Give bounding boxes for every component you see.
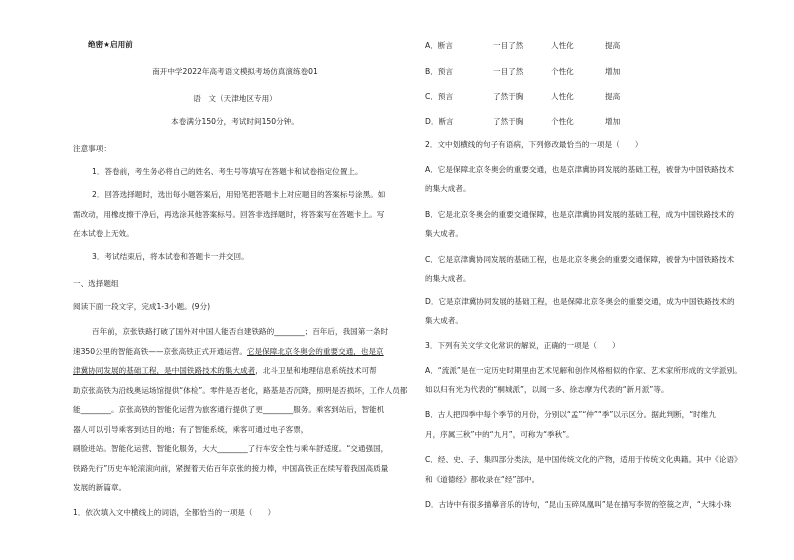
passage-line-3 xyxy=(73,366,377,376)
option-c-word-4: 提高 xyxy=(605,92,621,101)
notes-heading: 注意事项： xyxy=(73,144,111,153)
option-b-word-2: 一目了然 xyxy=(493,67,524,76)
option-a-word-4: 提高 xyxy=(605,41,621,50)
exam-title: 南开中学2022年高考语文模拟考场仿真演练卷01 xyxy=(152,67,318,76)
reading-instruction: 阅读下面一段文字，完成1-3小题。(9分) xyxy=(73,302,211,311)
note-2-line-2: 需改动，用橡皮擦干净后，再选涂其他答案标号。回答非选择题时，将答案写在答题卡上。写 xyxy=(73,210,385,219)
underlined-sentence-start: 它是保障北京冬奥会的重要交通，也是京 xyxy=(246,347,384,356)
q2-option-b-line-1: B．它是北京冬奥会的重要交通保障，也是京津冀协同发展的基础工程，成为中国铁路技术的 xyxy=(425,210,734,219)
subject-line: 语 文（天津地区专用） xyxy=(193,94,277,103)
confidential-label: 绝密★启用前 xyxy=(88,40,133,49)
note-2-line-3: 在本试卷上无效。 xyxy=(73,229,134,238)
q3-option-c-line-2: 和《道德经》都收录在“经”部中。 xyxy=(425,475,540,484)
section-heading: 一、选择题组 xyxy=(73,279,119,288)
note-3: 3．考试结束后，将本试卷和答题卡一并交回。 xyxy=(92,252,249,261)
underlined-sentence-end: 津冀协同发展的基础工程，是中国铁路技术的集大成者 xyxy=(73,366,256,375)
passage-line-2-text: 速350公里的智能高铁——京张高铁正式开通运营。 xyxy=(73,347,247,356)
q3-option-a-line-1: A．“流派”是在一定历史时期里由艺术见解和创作风格相似的作家、艺术家所形成的文学派别。 xyxy=(425,366,742,375)
option-row-b xyxy=(425,66,620,77)
option-c-word-2: 了然于胸 xyxy=(493,92,524,101)
note-2-line-1: 2．回答选择题时，选出每小题答案后，用铅笔把答题卡上对应题目的答案标号涂黑。如 xyxy=(92,190,386,199)
option-d-word-4: 增加 xyxy=(605,117,621,126)
passage-line-9: 发展的新篇章。 xyxy=(73,483,127,492)
option-b-word-1: B．预言 xyxy=(425,67,453,76)
option-row-d xyxy=(425,116,620,127)
passage-line-4: 助京张高铁为沿线奥运场馆提供“体检”。零件是否老化，路基是否沉降，照明是否损坏，工作人员都 xyxy=(73,386,408,395)
q3-option-b-line-1: B．古人把四季中每个季节的月份，分别以“孟”“仲”“季”以示区分。据此判断，“时维九 xyxy=(425,410,716,419)
q2-option-d-line-1: D．它是京津冀协同发展的基础工程，也是保障北京冬奥会的重要交通，成为中国铁路技术的 xyxy=(425,297,735,306)
passage-line-7: 刷脸进站。智能化运营、智能化服务，大大________了行车安全性与乘车舒适度。“交通强国， xyxy=(73,444,389,453)
option-b-word-4: 增加 xyxy=(605,67,621,76)
question-3: 3．下列有关文学文化常识的解说，正确的一项是（ ） xyxy=(425,341,620,350)
passage-line-3-tail: ，北斗卫星和地理信息系统技术可帮 xyxy=(255,366,377,375)
q3-option-b-line-2: 月，序属三秋”中的“九月”，可称为“季秋”。 xyxy=(425,430,574,439)
passage-line-6: 器人可以引导乘客到达目的地；有了智能系统，乘客可通过电子客票， xyxy=(73,425,309,434)
option-c-word-3: 人性化 xyxy=(551,92,574,101)
note-1: 1．答卷前，考生务必将自己的姓名、考生号等填写在答题卡和试卷指定位置上。 xyxy=(92,167,363,176)
q3-option-d-line-1: D．古诗中有很多描摹音乐的诗句，“昆山玉碎凤凰叫”是在描写李贺的箜篌之声，“大珠小珠 xyxy=(425,500,732,509)
passage-line-5: 能________。京张高铁的智能化运营为旅客通行提供了更________服务。乘客到站后，智能机 xyxy=(73,405,385,414)
passage-line-2a xyxy=(73,347,384,357)
passage-line-1: 百年前，京张铁路打破了国外对中国人能否自建铁路的________；百年后，我国第一条时 xyxy=(92,327,389,336)
option-a-word-3: 人性化 xyxy=(551,41,574,50)
option-row-c xyxy=(425,91,620,102)
q3-option-a-line-2: 如以归有光为代表的“桐城派”，以闻一多、徐志摩为代表的“新月派”等。 xyxy=(425,385,669,394)
option-a-word-1: A．断言 xyxy=(425,41,453,50)
q2-option-a-line-1: A．它是保障北京冬奥会的重要交通，也是京津冀协同发展的基础工程，被誉为中国铁路技术 xyxy=(425,165,734,174)
exam-info: 本卷满分150分，考试时间150分钟。 xyxy=(171,117,299,126)
passage-line-8: 铁路先行”历史车轮滚滚向前，紧握着天佑百年京张的接力棒，中国高铁正在续写着我国高质量 xyxy=(73,464,389,473)
option-d-word-1: D．断言 xyxy=(425,117,454,126)
question-2: 2．文中划横线的句子有语病，下列修改最恰当的一项是（ ） xyxy=(425,140,643,149)
q2-option-d-line-2: 集大成者。 xyxy=(425,316,463,325)
q2-option-c-line-1: C．它是京津冀协同发展的基础工程，也是北京冬奥会的重要交通保障，被誉为中国铁路技术 xyxy=(425,255,735,264)
q3-option-c-line-1: C．经、史、子、集四部分类法，是中国传统文化的产物，适用于传统文化典籍。其中《论语》 xyxy=(425,455,742,464)
option-a-word-2: 一目了然 xyxy=(493,41,524,50)
option-c-word-1: C．预言 xyxy=(425,92,454,101)
option-row-a xyxy=(425,40,620,51)
q2-option-c-line-2: 的集大成者。 xyxy=(425,274,471,283)
option-b-word-3: 个性化 xyxy=(551,67,574,76)
option-d-word-3: 个性化 xyxy=(551,117,574,126)
option-d-word-2: 了然于胸 xyxy=(493,117,524,126)
question-1: 1．依次填入文中横线上的词语，全都恰当的一项是（ ） xyxy=(73,508,276,517)
q2-option-a-line-2: 的集大成者。 xyxy=(425,184,471,193)
q2-option-b-line-2: 集大成者。 xyxy=(425,229,463,238)
